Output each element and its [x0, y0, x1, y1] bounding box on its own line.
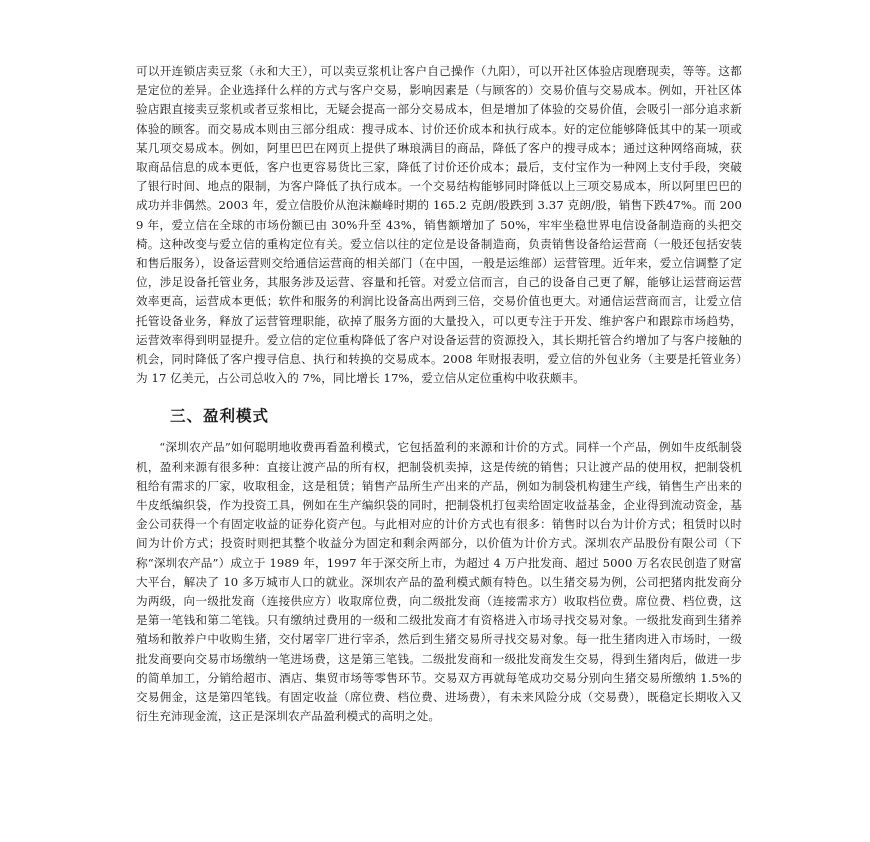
body-paragraph-positioning: 可以开连锁店卖豆浆（永和大王），可以卖豆浆机让客户自己操作（九阳），可以开社区体验店现磨现卖，等等。这都是定位的差异。企业选择什么样的方式与客户交易，影响因素是（与顾客的）交易价值与交易成本。例如，开社区体验店跟直接卖豆浆机或者豆浆相比，无疑会提高一部分交易成本，但是增加了体验的交易价值，会吸引一部分追求新体验的顾客。而交易成本则由三部分组成：搜寻成本、讨价还价成本和执行成本。好的定位能够降低其中的某一项或某几项交易成本。例如，阿里巴巴在网页上提供了琳琅满目的商品，降低了客户的搜寻成本；通过这种网络商城，获取商品信息的成本更低，客户也更容易货比三家，降低了讨价还价成本；最后，支付宝作为一种网上支付手段，突破了银行时间、地点的限制，为客户降低了执行成本。一个交易结构能够同时降低以上三项交易成本，所以阿里巴巴的成功并非偶然。2003 年，爱立信股价从泡沫巅峰时期的 165.2 克朗/股跌到 3.37 克朗/股，销售下跌47%。而 2009 年，爱立信在全球的市场份额已由 30%升至 43%，销售额增加了 50%，牢牢坐稳世界电信设备制造商的头把交椅。这种改变与爱立信的重构定位有关。爱立信以往的定位是设备制造商，负责销售设备给运营商（一般还包括安装和售后服务），设备运营则交给通信运营商的相关部门（在中国，一般是运维部）运营管理。近年来，爱立信调整了定位，涉足设备托管业务，其服务涉及运营、容量和托管。对爱立信而言，自己的设备自己更了解，能够让运营商运营效率更高，运营成本更低；软件和服务的利润比设备高出两到三倍，交易价值也更大。对通信运营商而言，让爱立信托管设备业务，释放了运营管理职能，砍掉了服务方面的大量投入，可以更专注于开发、维护客户和跟踪市场趋势，运营效率得到明显提升。爱立信的定位重构降低了客户对设备运营的资源投入，其长期托管合约增加了与客户接触的机会，同时降低了客户搜寻信息、执行和转换的交易成本。2008 年财报表明，爱立信的外包业务（主要是托管业务）为 17 亿美元，占公司总收入的 7%，同比增长 17%，爱立信从定位重构中收获颇丰。	[136, 64, 742, 386]
section-heading-profit-model: 三、盈利模式	[170, 406, 270, 426]
body-paragraph-profit-model: “深圳农产品”如何聪明地收费再看盈利模式，它包括盈利的来源和计价的方式。同样一个产品，例如牛皮纸制袋机，盈利来源有很多种：直接让渡产品的所有权，把制袋机卖掉，这是传统的销售；只让渡产品的使用权，把制袋机租给有需求的厂家，收取租金，这是租赁；销售产品所生产出来的产品，例如为制袋机构建生产线，销售生产出来的牛皮纸编织袋，作为投资工具，例如在生产编织袋的同时，把制袋机打包卖给固定收益基金，企业得到流动资金，基金公司获得一个有固定收益的证券化资产包。与此相对应的计价方式也有很多：销售时以台为计价方式；租赁时以时间为计价方式；投资时则把其整个收益分为固定和剩余两部分，以价值为计价方式。深圳农产品股份有限公司（下称“深圳农产品”）成立于 1989 年，1997 年于深交所上市，为超过 4 万户批发商、超过 5000 万名农民创造了财富大平台，解决了 10 多万城市人口的就业。深圳农产品的盈利模式颇有特色。以生猪交易为例，公司把猪肉批发商分为两级，向一级批发商（连接供应方）收取席位费，向二级批发商（连接需求方）收取档位费。席位费、档位费，这是第一笔钱和第二笔钱。只有缴纳过费用的一级和二级批发商才有资格进入市场寻找交易对象。一级批发商到生猪养殖场和散养户中收购生猪，交付屠宰厂进行宰杀，然后到生猪交易所寻找交易对象。每一批生猪肉进入市场时，一级批发商要向交易市场缴纳一笔进场费，这是第三笔钱。二级批发商和一级批发商发生交易，得到生猪肉后，做进一步的简单加工，分销给超市、酒店、集贸市场等零售环节。交易双方再就每笔成功交易分别向生猪交易所缴纳 1.5%的交易佣金，这是第四笔钱。有固定收益（席位费、档位费、进场费），有未来风险分成（交易费），既稳定长期收入又衍生充沛现金流，这正是深圳农产品盈利模式的高明之处。	[136, 440, 742, 724]
